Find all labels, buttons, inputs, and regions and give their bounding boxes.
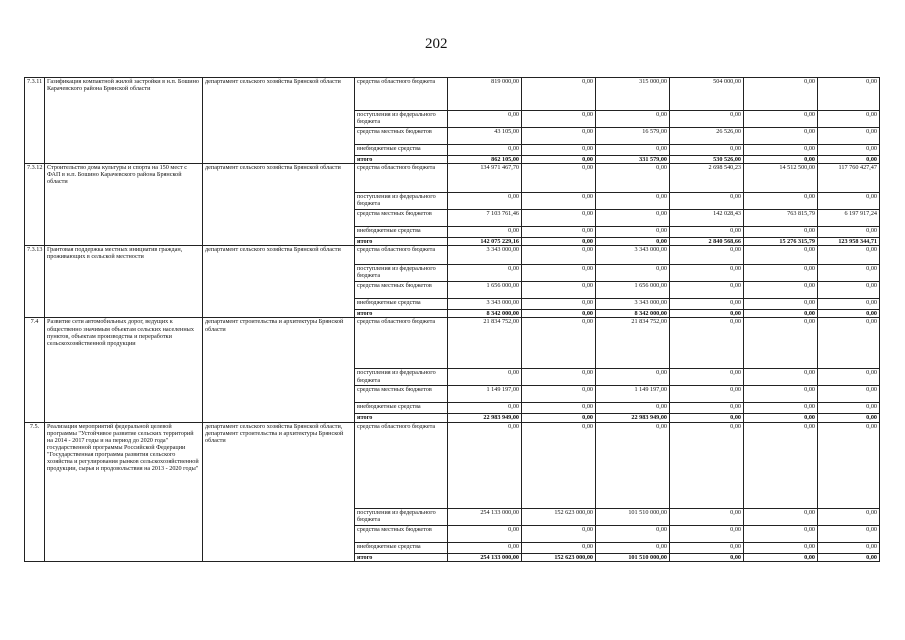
amount-cell: 0,00 [448,193,522,210]
funding-source: итого [355,414,448,422]
amount-cell: 0,00 [670,369,744,386]
amount-cell: 0,00 [818,508,880,525]
amount-cell: 2 840 568,66 [670,238,744,246]
funding-source: внебюджетные средства [355,227,448,238]
amount-cell: 0,00 [596,164,670,193]
funding-source: итого [355,156,448,164]
amount-cell: 3 343 000,00 [596,246,670,265]
amount-cell: 0,00 [670,145,744,156]
amount-cell: 0,00 [522,414,596,422]
section-code: 7.5. [25,422,45,561]
amount-cell: 0,00 [818,318,880,369]
amount-cell: 0,00 [818,299,880,310]
amount-cell: 0,00 [818,414,880,422]
amount-cell: 0,00 [744,111,818,128]
amount-cell: 0,00 [522,111,596,128]
section-executor: департамент сельского хозяйства Брянской области [203,246,355,318]
amount-cell: 0,00 [596,227,670,238]
funding-source: средства областного бюджета [355,246,448,265]
amount-cell: 0,00 [818,403,880,414]
funding-source: поступления из федерального бюджета [355,508,448,525]
amount-cell: 0,00 [522,145,596,156]
amount-cell: 0,00 [522,128,596,145]
amount-cell: 0,00 [522,193,596,210]
amount-cell: 0,00 [522,246,596,265]
amount-cell: 0,00 [670,193,744,210]
amount-cell: 0,00 [818,156,880,164]
amount-cell: 0,00 [744,403,818,414]
amount-cell: 0,00 [670,111,744,128]
amount-cell: 123 958 344,71 [818,238,880,246]
amount-cell: 0,00 [818,78,880,111]
amount-cell: 0,00 [522,299,596,310]
amount-cell: 1 656 000,00 [596,282,670,299]
funding-source: средства областного бюджета [355,318,448,369]
amount-cell: 504 000,00 [670,78,744,111]
funding-source: поступления из федерального бюджета [355,265,448,282]
amount-cell: 862 105,00 [448,156,522,164]
amount-cell: 22 983 949,00 [596,414,670,422]
amount-cell: 0,00 [596,403,670,414]
amount-cell: 0,00 [744,246,818,265]
section-code: 7.3.13 [25,246,45,318]
amount-cell: 0,00 [744,310,818,318]
amount-cell: 0,00 [522,310,596,318]
table-row [25,422,880,508]
funding-source: итого [355,310,448,318]
amount-cell: 43 105,00 [448,128,522,145]
amount-cell: 0,00 [744,282,818,299]
amount-cell: 0,00 [670,422,744,508]
amount-cell: 0,00 [448,403,522,414]
budget-table [24,77,880,562]
section-executor: департамент строительства и архитектуры Брянской области [203,318,355,422]
amount-cell: 0,00 [670,508,744,525]
funding-source: внебюджетные средства [355,299,448,310]
section-name: Развитие сети автомобильных дорог, ведущих к общественно значимым объектам сельских населенных пунктов, объектам производства и переработки сельскохозяйственной продукции [45,318,203,422]
amount-cell: 254 133 000,00 [448,508,522,525]
section-code: 7.3.12 [25,164,45,246]
amount-cell: 26 526,00 [670,128,744,145]
amount-cell: 15 276 315,79 [744,238,818,246]
amount-cell: 0,00 [522,265,596,282]
section-executor: департамент сельского хозяйства Брянской области [203,78,355,164]
section-executor: департамент сельского хозяйства Брянской области, департамент строительства и архитектуры Брянской области [203,422,355,561]
amount-cell: 0,00 [744,422,818,508]
amount-cell: 0,00 [818,193,880,210]
amount-cell: 21 834 752,00 [448,318,522,369]
funding-source: средства областного бюджета [355,422,448,508]
amount-cell: 530 526,00 [670,156,744,164]
amount-cell: 0,00 [670,318,744,369]
section-name: Реализация мероприятий федеральной целевой программы "Устойчивое развитие сельских территорий на 2014 - 2017 годы и на период до 2020 года" государственной программы Российской Федерации "Государственная программа развития сельского хозяйства и регулирования рынков сельскохозяйственной продукции, сырья и продовольствия на 2013 - 2020 годы" [45,422,203,561]
amount-cell: 0,00 [744,414,818,422]
funding-source: средства местных бюджетов [355,386,448,403]
amount-cell: 0,00 [596,525,670,542]
amount-cell: 0,00 [670,265,744,282]
amount-cell: 1 656 000,00 [448,282,522,299]
amount-cell: 0,00 [670,299,744,310]
amount-cell: 0,00 [522,78,596,111]
amount-cell: 0,00 [448,525,522,542]
amount-cell: 14 512 500,00 [744,164,818,193]
amount-cell: 0,00 [522,164,596,193]
amount-cell: 0,00 [522,318,596,369]
table-row [25,318,880,369]
amount-cell: 0,00 [522,227,596,238]
section-executor: департамент сельского хозяйства Брянской области [203,164,355,246]
amount-cell: 0,00 [670,403,744,414]
amount-cell: 0,00 [596,238,670,246]
amount-cell: 331 579,00 [596,156,670,164]
amount-cell: 0,00 [448,369,522,386]
amount-cell: 0,00 [818,128,880,145]
amount-cell: 0,00 [818,246,880,265]
amount-cell: 0,00 [744,78,818,111]
amount-cell: 0,00 [744,128,818,145]
amount-cell: 0,00 [522,282,596,299]
amount-cell: 0,00 [818,553,880,561]
amount-cell: 0,00 [744,227,818,238]
amount-cell: 0,00 [818,525,880,542]
section-name: Грантовая поддержка местных инициатив граждан, проживающих в сельской местности [45,246,203,318]
amount-cell: 0,00 [596,111,670,128]
funding-source: внебюджетные средства [355,542,448,553]
amount-cell: 315 000,00 [596,78,670,111]
amount-cell: 0,00 [744,369,818,386]
amount-cell: 0,00 [818,369,880,386]
amount-cell: 0,00 [818,145,880,156]
amount-cell: 0,00 [818,422,880,508]
funding-source: средства областного бюджета [355,164,448,193]
amount-cell: 0,00 [596,193,670,210]
amount-cell: 0,00 [670,246,744,265]
budget-table-body [25,78,880,562]
amount-cell: 16 579,00 [596,128,670,145]
amount-cell: 0,00 [448,145,522,156]
amount-cell: 0,00 [522,386,596,403]
funding-source: внебюджетные средства [355,403,448,414]
amount-cell: 0,00 [818,282,880,299]
amount-cell: 0,00 [818,111,880,128]
funding-source: итого [355,553,448,561]
section-code: 7.4 [25,318,45,422]
amount-cell: 0,00 [670,414,744,422]
amount-cell: 0,00 [744,145,818,156]
page-number: 202 [425,36,448,52]
funding-source: средства областного бюджета [355,78,448,111]
amount-cell: 7 103 761,46 [448,210,522,227]
amount-cell: 0,00 [448,542,522,553]
funding-source: средства местных бюджетов [355,210,448,227]
amount-cell: 254 133 000,00 [448,553,522,561]
amount-cell: 6 197 917,24 [818,210,880,227]
amount-cell: 117 760 427,47 [818,164,880,193]
amount-cell: 22 983 949,00 [448,414,522,422]
amount-cell: 0,00 [744,542,818,553]
amount-cell: 0,00 [522,369,596,386]
amount-cell: 0,00 [596,369,670,386]
amount-cell: 152 623 000,00 [522,508,596,525]
table-row [25,78,880,111]
amount-cell: 8 342 000,00 [596,310,670,318]
amount-cell: 3 343 000,00 [448,246,522,265]
funding-source: средства местных бюджетов [355,128,448,145]
funding-source: поступления из федерального бюджета [355,111,448,128]
amount-cell: 0,00 [744,553,818,561]
amount-cell: 0,00 [596,542,670,553]
amount-cell: 1 149 197,00 [448,386,522,403]
amount-cell: 0,00 [596,422,670,508]
amount-cell: 0,00 [670,386,744,403]
amount-cell: 0,00 [744,508,818,525]
amount-cell: 0,00 [596,265,670,282]
amount-cell: 819 000,00 [448,78,522,111]
amount-cell: 0,00 [744,265,818,282]
amount-cell: 0,00 [448,265,522,282]
amount-cell: 0,00 [448,111,522,128]
amount-cell: 0,00 [744,525,818,542]
funding-source: итого [355,238,448,246]
amount-cell: 0,00 [448,422,522,508]
amount-cell: 152 623 000,00 [522,553,596,561]
amount-cell: 0,00 [744,318,818,369]
amount-cell: 0,00 [522,210,596,227]
section-code: 7.3.11 [25,78,45,164]
amount-cell: 0,00 [818,386,880,403]
amount-cell: 142 075 229,16 [448,238,522,246]
funding-source: средства местных бюджетов [355,282,448,299]
amount-cell: 0,00 [744,299,818,310]
amount-cell: 0,00 [670,553,744,561]
section-name: Газификация компактной жилой застройки в н.п. Бошино Карачевского района Брянской области [45,78,203,164]
amount-cell: 0,00 [670,542,744,553]
table-row [25,164,880,193]
amount-cell: 1 149 197,00 [596,386,670,403]
amount-cell: 0,00 [522,525,596,542]
funding-source: поступления из федерального бюджета [355,369,448,386]
amount-cell: 101 510 000,00 [596,508,670,525]
amount-cell: 0,00 [596,145,670,156]
amount-cell: 0,00 [522,403,596,414]
amount-cell: 0,00 [818,310,880,318]
funding-source: поступления из федерального бюджета [355,193,448,210]
amount-cell: 0,00 [744,193,818,210]
amount-cell: 0,00 [818,227,880,238]
amount-cell: 0,00 [818,265,880,282]
funding-source: внебюджетные средства [355,145,448,156]
amount-cell: 0,00 [818,542,880,553]
amount-cell: 763 815,79 [744,210,818,227]
amount-cell: 2 698 540,23 [670,164,744,193]
amount-cell: 0,00 [670,525,744,542]
amount-cell: 0,00 [744,156,818,164]
amount-cell: 21 834 752,00 [596,318,670,369]
amount-cell: 142 028,43 [670,210,744,227]
amount-cell: 3 343 000,00 [596,299,670,310]
table-row [25,246,880,265]
amount-cell: 0,00 [670,310,744,318]
amount-cell: 0,00 [522,542,596,553]
section-name: Строительство дома культуры и спорта на 150 мест с ФАП в н.п. Бошино Карачевского района Брянской области [45,164,203,246]
amount-cell: 0,00 [596,210,670,227]
amount-cell: 0,00 [448,227,522,238]
amount-cell: 0,00 [744,386,818,403]
amount-cell: 0,00 [522,156,596,164]
amount-cell: 0,00 [670,282,744,299]
amount-cell: 8 342 000,00 [448,310,522,318]
amount-cell: 0,00 [522,238,596,246]
amount-cell: 101 510 000,00 [596,553,670,561]
amount-cell: 3 343 000,00 [448,299,522,310]
amount-cell: 0,00 [670,227,744,238]
amount-cell: 134 971 467,70 [448,164,522,193]
amount-cell: 0,00 [522,422,596,508]
funding-source: средства местных бюджетов [355,525,448,542]
